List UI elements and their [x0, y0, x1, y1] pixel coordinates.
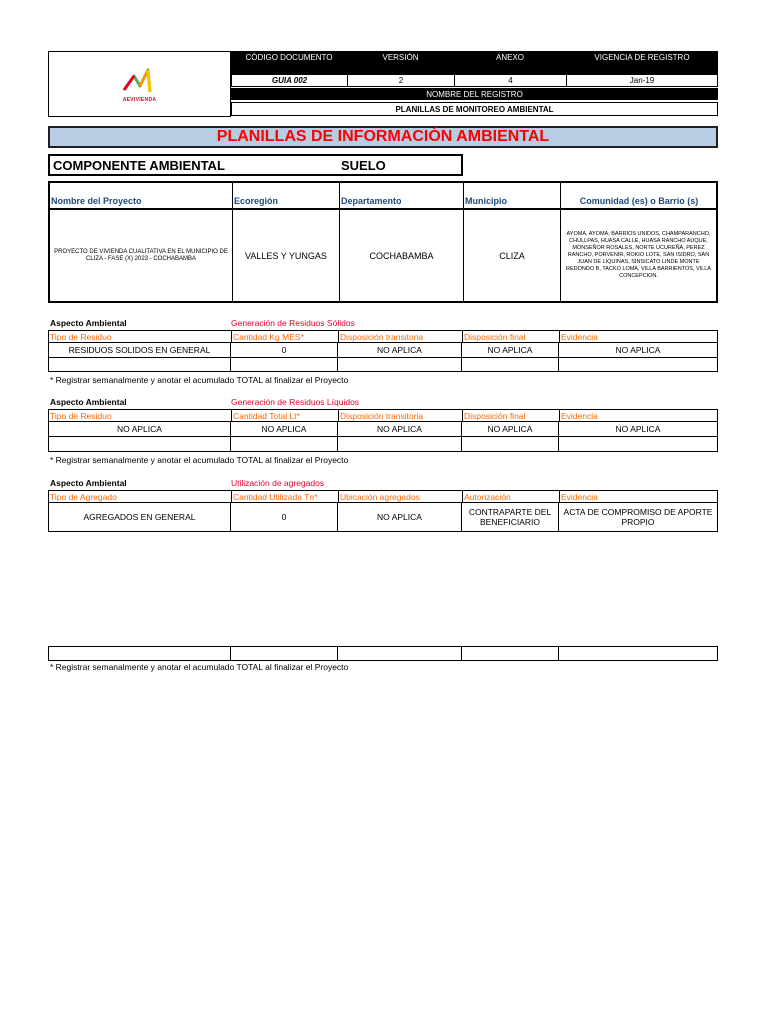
solidos-row1-transitoria: NO APLICA — [338, 343, 462, 357]
liquidos-row1-tipo: NO APLICA — [49, 422, 231, 436]
solidos-row1-evidencia: NO APLICA — [615, 345, 661, 355]
liquidos-col-cantidad: Cantidad Total Lt* — [232, 410, 339, 421]
liquidos-row2-evidencia — [559, 437, 717, 451]
header-title-codigo: CÓDIGO DOCUMENTO — [245, 53, 333, 62]
table-row — [48, 421, 718, 437]
table-row — [48, 342, 718, 358]
footer-row-cell-1 — [49, 647, 231, 660]
section-liquidos-header — [48, 409, 718, 421]
section-agregados-aspect-value: Utilización de agregados — [231, 478, 325, 488]
agregados-col-cantidad: Cantidad Utilizada Tn* — [232, 491, 339, 502]
footer-row-cell-5 — [559, 647, 717, 660]
solidos-col-tipo: Tipo de Residuo — [49, 331, 232, 342]
header-title-version: VERSIÓN — [382, 53, 419, 62]
footer-row-cell-4 — [462, 647, 559, 660]
project-cell-nombre: PROYECTO DE VIVIENDA CUALITATIVA EN EL MUNICIPIO DE CLIZA - FASE (X) 2023 - COCHABAMBA — [50, 210, 233, 301]
footer-row-cell-2 — [231, 647, 338, 660]
page-title: PLANILLAS DE INFORMACIÓN AMBIENTAL — [48, 126, 718, 148]
header-value-vigencia: Jan-19 — [629, 76, 655, 85]
solidos-col-final: Disposición final — [463, 331, 560, 342]
aevivienda-logo-icon — [120, 66, 160, 96]
header-title-vigencia: VIGENCIA DE REGISTRO — [594, 53, 690, 62]
solidos-row2-tipo — [49, 358, 231, 371]
componente-box — [48, 154, 463, 176]
componente-value: SUELO — [341, 157, 386, 173]
liquidos-col-tipo: Tipo de Residuo — [49, 410, 232, 421]
project-cell-comunidad: AYOMA, AYOMA, BARRIOS UNIDOS, CHAMPARANCHO, CHULLPAS, HUASA CALLE, HUASA RANCHO AUQUE, MONSEÑOR ROSALES, NORTE UCUREÑA, PEREZ RANCHO, PORVENIR, ROKIO LOTE, SAN ISIDRO, SAN JUAN DE LIQUINAS, SINSICATO LINDE MONTE REDONDO B, TACKO LOMA, VILLA BARRIENTOS, VILLA CONCEPCION. — [566, 231, 711, 279]
table-row — [48, 502, 718, 532]
liquidos-row1-transitoria: NO APLICA — [338, 422, 462, 436]
solidos-row2-cantidad — [231, 358, 338, 371]
agregados-col-ubicacion: Ubicación agregados — [339, 491, 463, 502]
table-row — [48, 646, 718, 661]
agregados-row1-autorizacion: CONTRAPARTE DEL BENEFICIARIO — [462, 503, 559, 531]
liquidos-col-evidencia: Evidencia — [561, 410, 598, 421]
liquidos-col-final: Disposición final — [463, 410, 560, 421]
header-value-anexo: 4 — [455, 75, 567, 86]
solidos-col-cantidad: Cantidad Kg MES* — [232, 331, 339, 342]
solidos-row2-evidencia — [559, 358, 717, 371]
agregados-row1-evidencia: ACTA DE COMPROMISO DE APORTE PROPIO — [563, 507, 713, 527]
solidos-col-transitoria: Disposición transitoria — [339, 331, 463, 342]
solidos-row1-cantidad: 0 — [231, 343, 338, 357]
agregados-col-evidencia: Evidencia — [561, 491, 598, 502]
liquidos-row2-final — [462, 437, 559, 451]
project-table-row — [48, 210, 718, 303]
project-cell-departamento: COCHABAMBA — [340, 210, 464, 301]
componente-label: COMPONENTE AMBIENTAL — [53, 157, 225, 173]
section-solidos-aspect-value: Generación de Residuos Sólidos — [231, 318, 355, 328]
header-title-anexo: ANEXO — [495, 53, 524, 62]
liquidos-row1-cantidad: NO APLICA — [231, 422, 338, 436]
section-liquidos-note: * Registrar semanalmente y anotar el acumulado TOTAL al finalizar el Proyecto — [50, 455, 349, 465]
project-col-departamento: Departamento — [340, 183, 464, 208]
header-nombre-label: NOMBRE DEL REGISTRO — [231, 88, 718, 100]
header-titles-row — [231, 51, 718, 64]
section-agregados-aspect-label: Aspecto Ambiental — [50, 478, 127, 488]
logo-text: AEVIVIENDA — [122, 96, 157, 103]
solidos-row1-tipo: RESIDUOS SOLIDOS EN GENERAL — [49, 343, 231, 357]
table-row — [48, 436, 718, 452]
project-col-comunidad: Comunidad (es) o Barrio (s) — [579, 196, 699, 206]
solidos-col-evidencia: Evidencia — [561, 331, 598, 342]
header-black-spacer — [231, 64, 718, 74]
project-cell-municipio: CLIZA — [464, 210, 561, 301]
agregados-row1-ubicacion: NO APLICA — [338, 503, 462, 531]
liquidos-row1-evidencia: NO APLICA — [615, 424, 661, 434]
liquidos-col-transitoria: Disposición transitoria — [339, 410, 463, 421]
table-row — [48, 357, 718, 372]
section-solidos-header — [48, 330, 718, 342]
liquidos-row2-transitoria — [338, 437, 462, 451]
section-solidos-note: * Registrar semanalmente y anotar el acumulado TOTAL al finalizar el Proyecto — [50, 375, 349, 385]
section-agregados-header — [48, 490, 718, 502]
agregados-col-tipo: Tipo de Agregado — [49, 491, 232, 502]
header-values-row — [231, 74, 718, 87]
project-table-header — [48, 181, 718, 210]
section-liquidos-aspect-value: Generación de Residuos Líquidos — [231, 397, 360, 407]
project-cell-ecoregion: VALLES Y YUNGAS — [233, 210, 340, 301]
project-col-ecoregion: Ecoregión — [233, 183, 340, 208]
header-nombre-value: PLANILLAS DE MONITOREO AMBIENTAL — [231, 102, 718, 116]
header-value-version: 2 — [348, 75, 455, 86]
project-col-municipio: Municipio — [464, 183, 561, 208]
liquidos-row2-cantidad — [231, 437, 338, 451]
solidos-row1-final: NO APLICA — [462, 343, 559, 357]
agregados-row1-cantidad: 0 — [231, 503, 338, 531]
logo-block — [48, 51, 231, 117]
agregados-row1-tipo: AGREGADOS EN GENERAL — [49, 503, 231, 531]
solidos-row2-final — [462, 358, 559, 371]
liquidos-row1-final: NO APLICA — [462, 422, 559, 436]
header-value-codigo: GUIA 002 — [232, 75, 348, 86]
section-liquidos-aspect-label: Aspecto Ambiental — [50, 397, 127, 407]
section-solidos-aspect-label: Aspecto Ambiental — [50, 318, 127, 328]
footer-note: * Registrar semanalmente y anotar el acumulado TOTAL al finalizar el Proyecto — [50, 662, 349, 672]
footer-row-cell-3 — [338, 647, 462, 660]
solidos-row2-transitoria — [338, 358, 462, 371]
project-col-nombre: Nombre del Proyecto — [50, 183, 233, 208]
liquidos-row2-tipo — [49, 437, 231, 451]
agregados-col-autorizacion: Autorización — [463, 491, 560, 502]
